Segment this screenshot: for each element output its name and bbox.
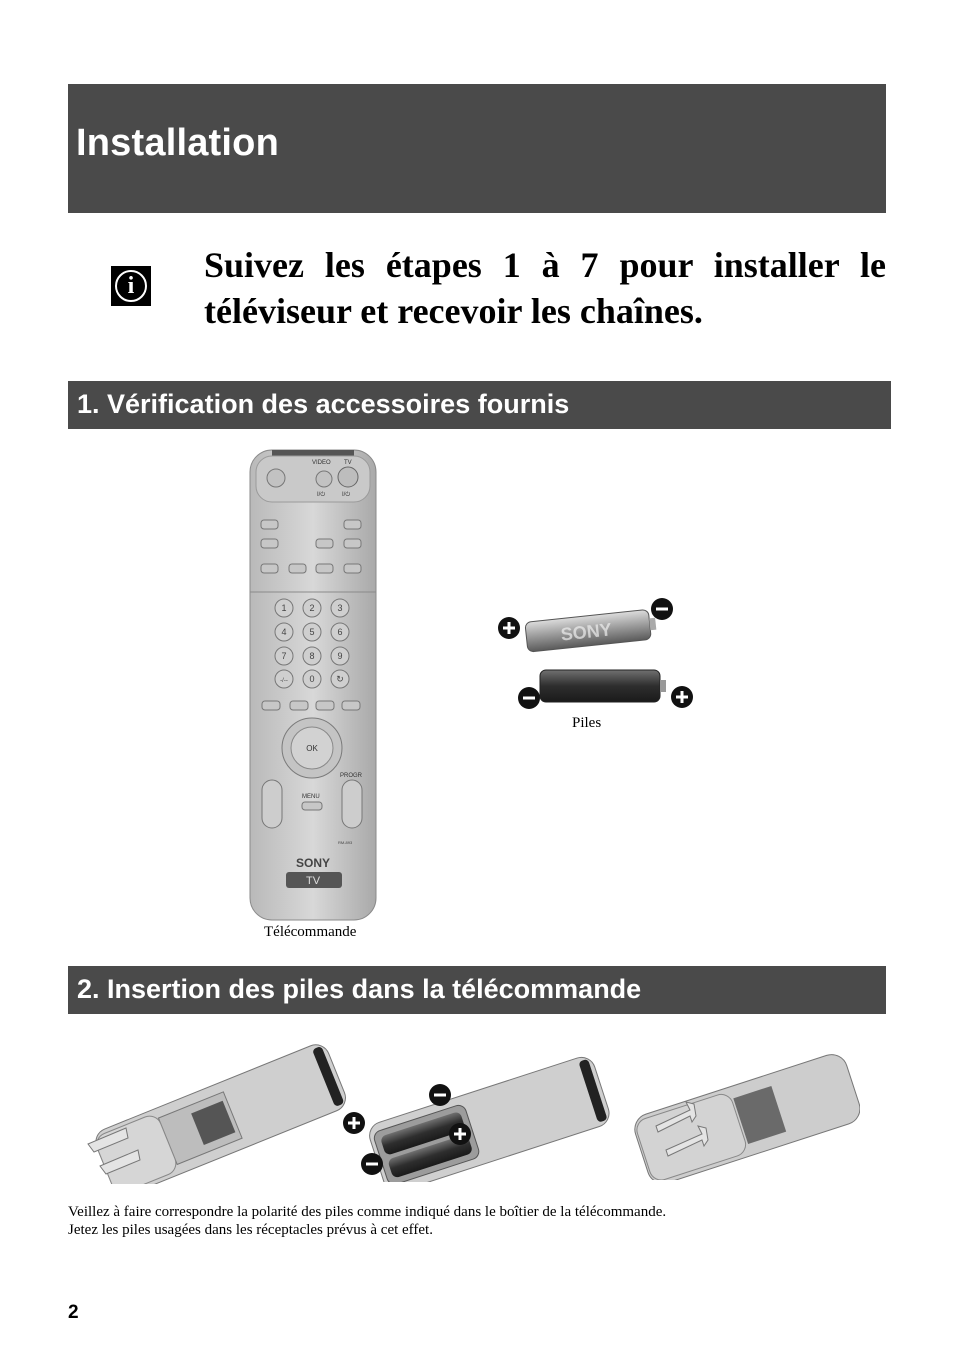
remote-power-label-tv: I/⏻ (342, 492, 351, 498)
info-icon (111, 266, 151, 306)
remote-key-return: ↻ (336, 674, 344, 684)
header-banner (68, 84, 886, 213)
remote-model-label: RM-893 (338, 840, 353, 845)
battery-1-brand: SONY (559, 619, 613, 645)
remote-key-9: 9 (337, 651, 343, 661)
remote-key-dash: -/-- (280, 678, 288, 684)
remote-batteries-inserted-image (340, 1040, 612, 1182)
section-1-title: 1. Vérification des accessoires fournis (77, 389, 570, 419)
remote-caption: Télécommande (264, 924, 357, 940)
note-line-1: Veillez à faire correspondre la polarité des piles comme indiqué dans le boîtier de la télécommande. (68, 1204, 667, 1220)
remote-power-label-video: I/⏻ (317, 492, 326, 498)
batteries-image (494, 594, 700, 718)
remote-key-0: 0 (309, 674, 315, 684)
section-2-title: 2. Insertion des piles dans la télécommande (77, 974, 642, 1004)
battery-note (68, 1203, 666, 1239)
remote-control-image (240, 446, 386, 922)
section-2-header (68, 966, 886, 1014)
page-title: Installation (76, 122, 279, 164)
remote-key-1: 1 (281, 603, 287, 613)
remote-progr-label: PROGR (340, 773, 363, 779)
batteries-caption: Piles (572, 715, 602, 731)
remote-menu-label: MENU (302, 794, 320, 800)
remote-ok-label: OK (306, 744, 318, 753)
info-icon-glyph: i (127, 273, 135, 299)
remote-key-5: 5 (309, 627, 315, 637)
remote-key-2: 2 (309, 603, 315, 613)
section-1-header (68, 381, 891, 429)
remote-key-8: 8 (309, 651, 315, 661)
page-number: 2 (68, 1302, 79, 1323)
remote-video-label: VIDEO (312, 460, 331, 466)
remote-key-6: 6 (337, 627, 343, 637)
remote-back-closed-image (626, 1042, 860, 1180)
remote-key-3: 3 (337, 603, 343, 613)
remote-back-open-image (82, 1038, 350, 1184)
note-line-2: Jetez les piles usagées dans les réceptacles prévus à cet effet. (68, 1222, 433, 1238)
remote-brand-label: SONY (295, 856, 331, 870)
remote-key-7: 7 (281, 651, 287, 661)
intro-text: Suivez les étapes 1 à 7 pour installer le téléviseur et recevoir les chaînes. (204, 245, 886, 331)
remote-tv-label: TV (344, 460, 352, 466)
remote-tv-badge: TV (305, 875, 321, 887)
remote-key-4: 4 (281, 627, 287, 637)
